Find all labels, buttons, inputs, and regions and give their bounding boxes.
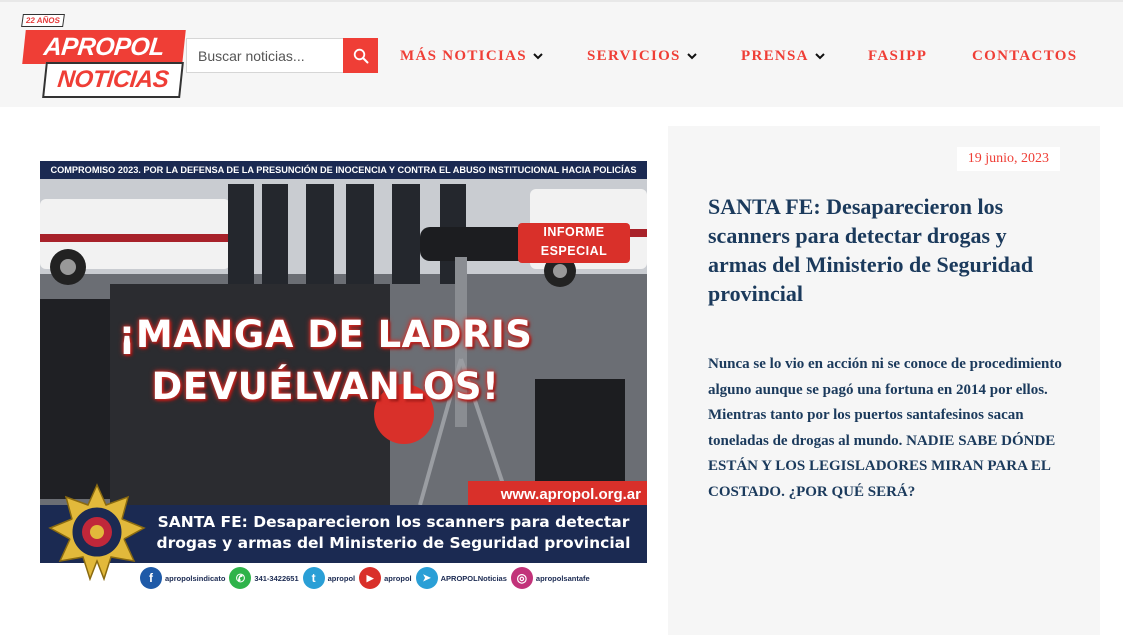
social-instagram[interactable] xyxy=(511,567,590,589)
social-links xyxy=(140,567,647,589)
social-label: apropolsantafe xyxy=(535,573,590,583)
facebook-icon: f xyxy=(140,567,162,589)
nav-label: FASIPP xyxy=(868,47,928,64)
article-featured-image[interactable] xyxy=(40,161,647,597)
nav-fasipp[interactable] xyxy=(868,46,927,66)
image-photo xyxy=(40,179,647,505)
logo-line1: APROPOL xyxy=(22,30,186,64)
youtube-icon: ▶ xyxy=(359,567,381,589)
twitter-icon: t xyxy=(303,567,325,589)
site-logo[interactable] xyxy=(20,14,186,98)
instagram-icon: ◎ xyxy=(511,567,533,589)
image-top-banner: COMPROMISO 2023. POR LA DEFENSA DE LA PRESUNCIÓN DE INOCENCIA Y CONTRA EL ABUSO INSTITUCIONAL HACIA POLICÍAS xyxy=(40,161,647,179)
social-label: apropol xyxy=(327,573,356,583)
chevron-down-icon xyxy=(533,53,543,60)
search-form xyxy=(186,38,378,73)
social-label: 341-3422651 xyxy=(254,573,299,583)
social-label: APROPOLNoticias xyxy=(440,573,507,583)
social-label: apropol xyxy=(384,573,412,583)
nav-label: MÁS NOTICIAS xyxy=(400,47,527,64)
search-icon xyxy=(353,48,369,64)
nav-label: SERVICIOS xyxy=(587,47,681,64)
logo-line2: NOTICIAS xyxy=(42,62,184,98)
search-input[interactable] xyxy=(186,38,344,73)
telegram-icon: ➤ xyxy=(416,567,438,589)
stamp-line1: INFORME xyxy=(543,225,605,239)
image-headline-2: DEVUÉLVANLOS! xyxy=(151,365,500,408)
image-headline-1: ¡MANGA DE LADRIS xyxy=(118,313,533,356)
social-whatsapp[interactable] xyxy=(229,567,298,589)
chevron-down-icon xyxy=(687,53,697,60)
nav-contactos[interactable] xyxy=(972,46,1077,66)
chevron-down-icon xyxy=(815,53,825,60)
article-title[interactable]: SANTA FE: Desaparecieron los scanners para detectar drogas y armas del Ministerio de Seguridad provincial xyxy=(708,194,1034,306)
article-date: 19 junio, 2023 xyxy=(957,147,1060,171)
nav-servicios[interactable] xyxy=(587,46,697,66)
image-url-label: www.apropol.org.ar xyxy=(468,481,647,509)
nav-mas-noticias[interactable] xyxy=(400,46,543,66)
informe-especial-stamp xyxy=(518,223,630,263)
whatsapp-icon: ✆ xyxy=(229,567,251,589)
nav-label: CONTACTOS xyxy=(972,47,1078,64)
social-facebook[interactable] xyxy=(140,567,225,589)
police-badge-icon xyxy=(48,483,146,581)
social-youtube[interactable] xyxy=(359,567,412,589)
logo-years-badge: 22 AÑOS xyxy=(21,14,65,27)
stamp-line2: ESPECIAL xyxy=(540,244,608,258)
nav-prensa[interactable] xyxy=(741,46,825,66)
social-telegram[interactable] xyxy=(416,567,507,589)
article-summary-panel xyxy=(668,126,1100,635)
nav-label: PRENSA xyxy=(741,47,809,64)
article-excerpt: Nunca se lo vio en acción ni se conoce de procedimiento alguno aunque se pagó una fortuna en 2014 por ellos. Mientras tanto por los puertos santafesinos sacan toneladas de drogas al mundo. NADIE SABE DÓNDE ESTÁN Y LOS LEGISLADORES MIRAN PARA EL COSTADO. ¿POR QUÉ SERÁ? xyxy=(708,356,1062,500)
social-label: apropolsindicato xyxy=(165,573,226,583)
search-button[interactable] xyxy=(343,38,378,73)
site-header xyxy=(0,0,1123,107)
social-twitter[interactable] xyxy=(303,567,356,589)
image-caption: SANTA FE: Desaparecieron los scanners para detectar drogas y armas del Ministerio de Seguridad provincial xyxy=(40,505,647,563)
